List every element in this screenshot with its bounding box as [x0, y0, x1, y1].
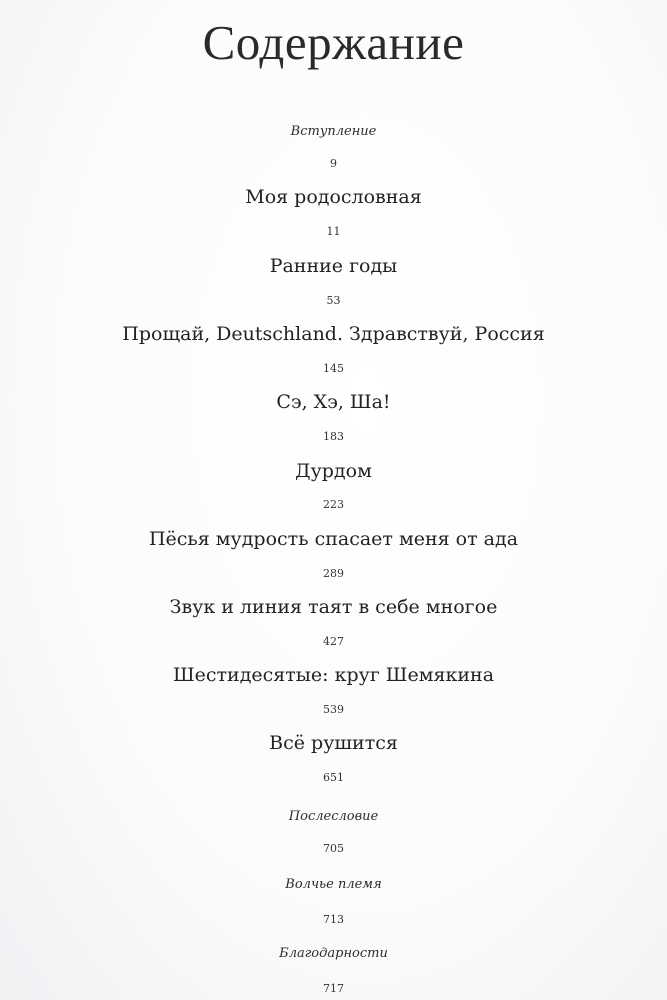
toc-entry-title-chapter-4: Сэ, Хэ, Ша! [276, 391, 391, 413]
toc-entry-title-chapter-1: Моя родословная [245, 186, 422, 208]
toc-entry-title-afterword: Послесловие [288, 809, 379, 824]
toc-entry-page-wolf-tribe: 713 [323, 913, 344, 926]
toc-entry-title-chapter-9: Всё рушится [269, 732, 398, 754]
toc-entry-title-chapter-3: Прощай, Deutschland. Здравствуй, Россия [122, 323, 545, 345]
toc-entry-page-chapter-3: 145 [323, 362, 344, 375]
toc-entry-page-chapter-1: 11 [326, 225, 341, 238]
toc-entry-page-chapter-2: 53 [326, 294, 341, 307]
toc-entry-page-afterword: 705 [323, 842, 344, 855]
toc-entry-title-chapter-7: Звук и линия таят в себе многое [169, 596, 498, 618]
toc-entry-title-introduction: Вступление [290, 124, 377, 139]
toc-entry-title-chapter-6: Пёсья мудрость спасает меня от ада [148, 528, 519, 550]
toc-entry-page-chapter-8: 539 [323, 703, 344, 716]
toc-entry-page-introduction: 9 [330, 157, 337, 170]
toc-entry-page-chapter-5: 223 [323, 498, 344, 511]
page-title: Содержание [202, 15, 465, 70]
toc-entry-title-chapter-5: Дурдом [295, 460, 372, 482]
toc-entry-page-chapter-6: 289 [323, 567, 344, 580]
toc-entry-title-chapter-8: Шестидесятые: круг Шемякина [172, 664, 495, 686]
toc-entry-page-chapter-4: 183 [323, 430, 344, 443]
toc-entry-page-acknowledgements: 717 [323, 982, 344, 995]
toc-entry-title-acknowledgements: Благодарности [279, 946, 388, 961]
toc-entry-page-chapter-7: 427 [323, 635, 344, 648]
toc-entry-title-wolf-tribe: Волчье племя [285, 877, 382, 892]
toc-entry-title-chapter-2: Ранние годы [269, 255, 398, 277]
toc-entry-page-chapter-9: 651 [323, 771, 344, 784]
